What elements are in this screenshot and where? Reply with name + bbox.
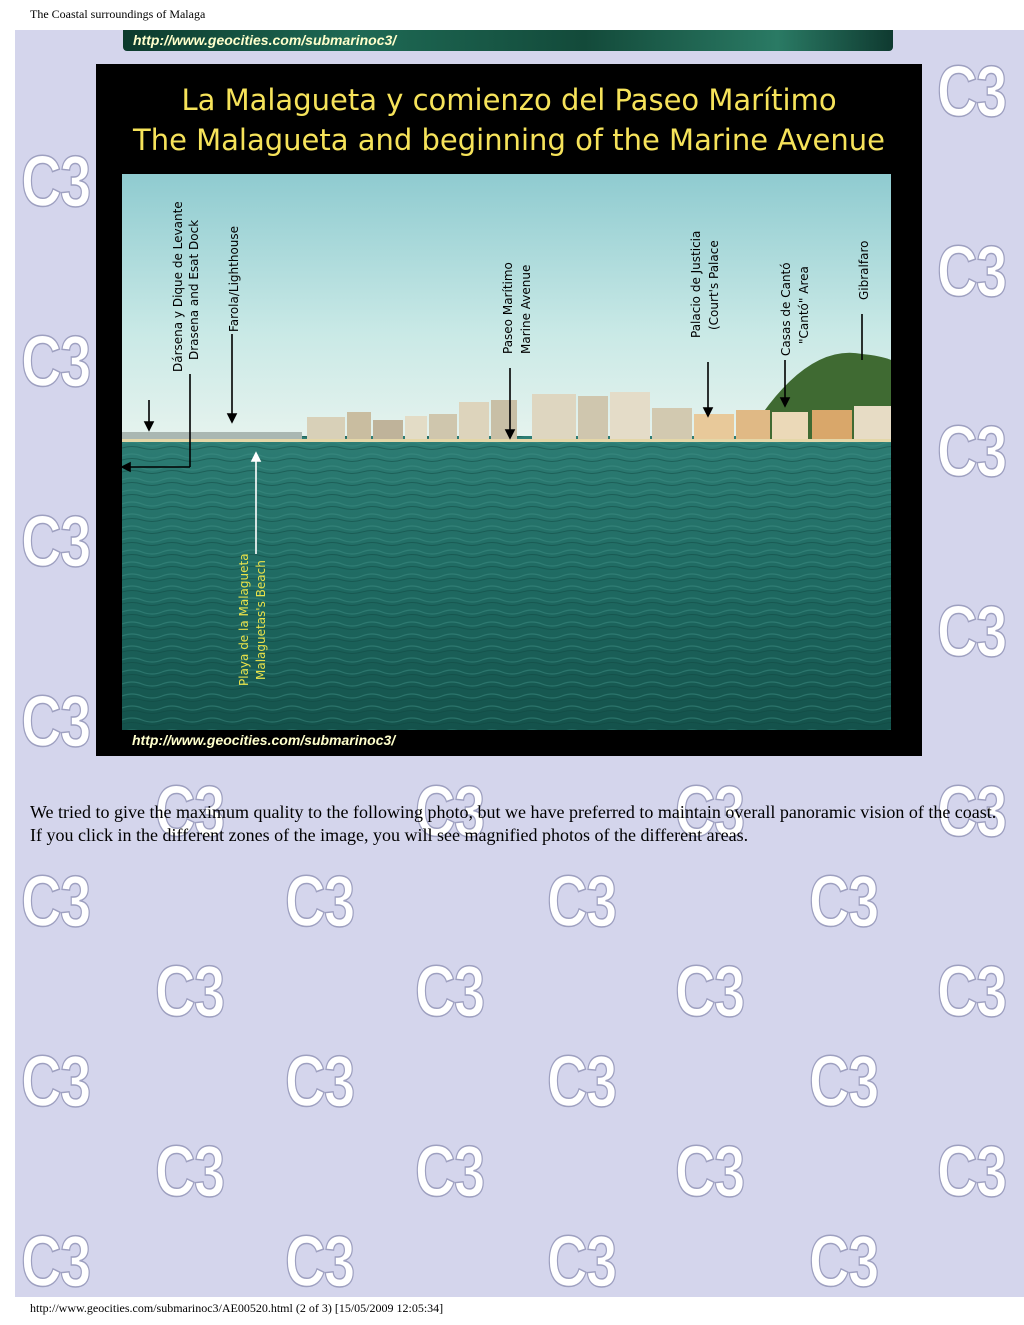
watermark-c3: C3 — [415, 1132, 484, 1212]
description-paragraph: We tried to give the maximum quality to the following photo, but we have preferred to maintain overall panoramic vision of the coast. If you click in the different zones of the image, you will see magnified photos of the different areas. — [30, 802, 997, 845]
watermark-c3: C3 — [21, 1222, 90, 1297]
watermark-c3: C3 — [675, 1132, 744, 1212]
watermark-c3: C3 — [21, 502, 90, 582]
watermark-c3: C3 — [937, 1132, 1006, 1212]
watermark-c3: C3 — [937, 412, 1006, 492]
photo-url: http://www.geocities.com/submarinoc3/ — [132, 732, 396, 748]
watermark-c3: C3 — [809, 1042, 878, 1122]
watermark-c3: C3 — [547, 1222, 616, 1297]
watermark-c3: C3 — [155, 952, 224, 1032]
beach-line — [122, 439, 891, 442]
watermark-c3: C3 — [285, 1042, 354, 1122]
watermark-c3: C3 — [809, 862, 878, 942]
label-playa-es: Playa de la Malagueta — [237, 553, 251, 686]
watermark-c3: C3 — [21, 142, 90, 222]
watermark-c3: C3 — [937, 232, 1006, 312]
watermark-c3: C3 — [547, 862, 616, 942]
page-header: The Coastal surroundings of Malaga — [30, 7, 206, 21]
top-banner-image[interactable] — [123, 30, 893, 51]
watermark-c3: C3 — [937, 592, 1006, 672]
label-casas-es: Casas de Cantó — [779, 262, 793, 356]
page-footer: http://www.geocities.com/submarinoc3/AE00520.html (2 of 3) [15/05/2009 12:05:34] — [30, 1301, 444, 1315]
photo-title-spanish: La Malagueta y comienzo del Paseo Marítimo — [181, 83, 837, 117]
watermark-c3: C3 — [415, 952, 484, 1032]
watermark-c3: C3 — [675, 772, 744, 852]
page-content — [15, 30, 1024, 1297]
label-palacio-es: Palacio de Justicia — [689, 230, 703, 338]
label-farola: Farola/Lighthouse — [227, 225, 241, 332]
watermark-c3: C3 — [21, 862, 90, 942]
watermark-c3: C3 — [547, 1042, 616, 1122]
label-darsena-en: Drasena and Esat Dock — [187, 219, 201, 360]
label-paseo-en: Marine Avenue — [519, 264, 533, 354]
watermark-c3: C3 — [21, 682, 90, 762]
label-playa-en: Malaguetas's Beach — [254, 560, 268, 680]
watermark-c3: C3 — [937, 772, 1006, 852]
label-casas-en: "Cantó" Area — [797, 266, 811, 344]
watermark-c3: C3 — [415, 772, 484, 852]
photo-title-english: The Malagueta and beginning of the Marine Avenue — [132, 123, 886, 157]
watermark-c3: C3 — [155, 1132, 224, 1212]
watermark-c3: C3 — [285, 1222, 354, 1297]
watermark-c3: C3 — [675, 952, 744, 1032]
watermark-c3: C3 — [937, 952, 1006, 1032]
watermark-c3: C3 — [21, 1042, 90, 1122]
photo-title — [96, 80, 922, 160]
watermark-c3: C3 — [155, 772, 224, 852]
banner-url: http://www.geocities.com/submarinoc3/ — [133, 32, 397, 48]
panoramic-photo[interactable] — [96, 64, 922, 756]
label-gibralfaro: Gibralfaro — [857, 240, 871, 300]
label-paseo-es: Paseo Marítimo — [501, 262, 515, 354]
watermark-c3: C3 — [21, 322, 90, 402]
watermark-c3: C3 — [285, 862, 354, 942]
watermark-c3: C3 — [937, 52, 1006, 132]
label-palacio-en: (Court's Palace — [707, 240, 721, 330]
watermark-c3: C3 — [809, 1222, 878, 1297]
photo-scene[interactable] — [122, 174, 891, 730]
label-darsena-es: Dársena y Dique de Levante — [171, 201, 185, 372]
